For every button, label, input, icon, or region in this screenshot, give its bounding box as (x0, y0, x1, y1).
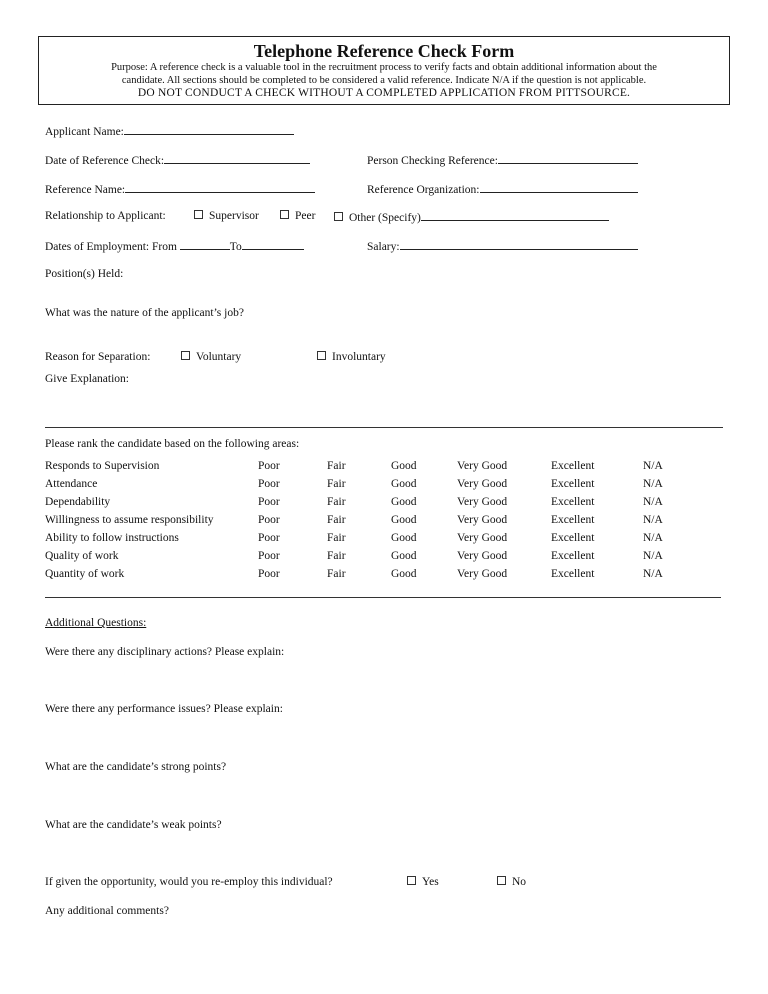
ranking-option[interactable]: Good (391, 478, 417, 490)
ranking-option[interactable]: Excellent (551, 478, 595, 490)
ranking-option[interactable]: Good (391, 496, 417, 508)
ranking-option[interactable]: Very Good (457, 496, 508, 508)
ranking-option[interactable]: Fair (327, 514, 346, 526)
ranking-option[interactable]: Poor (258, 550, 280, 562)
no-label: No (512, 876, 527, 888)
purpose-line-2: candidate. All sections should be completed to be considered a valid reference. Indicate N/A if the question is not applicable. (121, 75, 647, 86)
reference-org-field[interactable] (480, 181, 638, 193)
ranking-option[interactable]: Excellent (551, 532, 595, 544)
peer-label: Peer (295, 210, 316, 222)
divider-1 (45, 427, 723, 428)
ranking-option[interactable]: Good (391, 568, 417, 580)
form-header (38, 36, 730, 105)
relationship-supervisor-option[interactable] (194, 209, 259, 223)
reemploy-yes-option[interactable] (407, 875, 439, 889)
ranking-option[interactable]: Poor (258, 568, 280, 580)
ranking-criterion-label: Dependability (45, 496, 111, 508)
ranking-criterion-label: Willingness to assume responsibility (45, 514, 214, 526)
applicant-name-field[interactable] (124, 123, 294, 135)
ranking-criterion-label: Quality of work (45, 550, 119, 562)
ranking-option[interactable]: Excellent (551, 568, 595, 580)
salary-row (367, 238, 638, 254)
ranking-option[interactable]: N/A (643, 514, 663, 526)
ranking-option[interactable]: Poor (258, 514, 280, 526)
ranking-option[interactable]: Fair (327, 532, 346, 544)
divider-2 (45, 597, 721, 598)
voluntary-checkbox[interactable] (181, 351, 190, 360)
ranking-option[interactable]: Excellent (551, 496, 595, 508)
date-of-check-label: Date of Reference Check: (45, 155, 165, 167)
salary-label: Salary: (367, 241, 400, 253)
dates-employment-label: Dates of Employment: From (45, 241, 177, 253)
ranking-option[interactable]: Poor (258, 460, 280, 472)
date-of-check-row (45, 152, 310, 168)
ranking-option[interactable]: Excellent (551, 514, 595, 526)
ranking-option[interactable]: Very Good (457, 532, 508, 544)
ranking-option[interactable]: Good (391, 460, 417, 472)
ranking-option[interactable]: Very Good (457, 478, 508, 490)
person-checking-label: Person Checking Reference: (367, 155, 498, 167)
salary-field[interactable] (400, 238, 638, 250)
supervisor-checkbox[interactable] (194, 210, 203, 219)
ranking-option[interactable]: Fair (327, 550, 346, 562)
ranking-intro: Please rank the candidate based on the following areas: (45, 438, 300, 450)
ranking-option[interactable]: Fair (327, 478, 346, 490)
other-specify-field[interactable] (421, 209, 609, 221)
person-checking-row (367, 152, 638, 168)
person-checking-field[interactable] (498, 152, 638, 164)
purpose-line-1: Purpose: A reference check is a valuable tool in the recruitment process to verify facts and obtain additional information about the (111, 62, 657, 73)
give-explanation-label: Give Explanation: (45, 373, 129, 385)
yes-checkbox[interactable] (407, 876, 416, 885)
ranking-option[interactable]: Good (391, 532, 417, 544)
ranking-option[interactable]: Fair (327, 568, 346, 580)
ranking-option[interactable]: N/A (643, 478, 663, 490)
ranking-option[interactable]: Excellent (551, 460, 595, 472)
positions-held-label: Position(s) Held: (45, 268, 124, 280)
additional-comments-question: Any additional comments? (45, 905, 169, 917)
involuntary-label: Involuntary (332, 351, 386, 363)
ranking-option[interactable]: Very Good (457, 514, 508, 526)
reference-name-label: Reference Name: (45, 184, 126, 196)
reference-name-row (45, 181, 315, 197)
ranking-option[interactable]: Good (391, 514, 417, 526)
ranking-option[interactable]: N/A (643, 496, 663, 508)
ranking-criterion-label: Responds to Supervision (45, 460, 160, 472)
ranking-option[interactable]: Poor (258, 496, 280, 508)
reemploy-question: If given the opportunity, would you re-employ this individual? (45, 876, 333, 888)
involuntary-checkbox[interactable] (317, 351, 326, 360)
date-of-check-field[interactable] (164, 152, 310, 164)
to-label: To (229, 241, 242, 253)
performance-question: Were there any performance issues? Please explain: (45, 703, 283, 715)
reference-name-field[interactable] (125, 181, 315, 193)
ranking-option[interactable]: Fair (327, 460, 346, 472)
other-label: Other (Specify) (349, 212, 421, 224)
ranking-criterion-label: Attendance (45, 478, 98, 490)
ranking-option[interactable]: Poor (258, 478, 280, 490)
date-to-field[interactable] (242, 238, 304, 250)
yes-label: Yes (422, 876, 439, 888)
ranking-criterion-label: Ability to follow instructions (45, 532, 179, 544)
ranking-option[interactable]: Very Good (457, 460, 508, 472)
ranking-option[interactable]: N/A (643, 550, 663, 562)
ranking-option[interactable]: Very Good (457, 568, 508, 580)
applicant-name-row (45, 123, 294, 139)
ranking-criterion-label: Quantity of work (45, 568, 125, 580)
ranking-option[interactable]: N/A (643, 532, 663, 544)
involuntary-option[interactable] (317, 350, 386, 364)
ranking-option[interactable]: Excellent (551, 550, 595, 562)
voluntary-label: Voluntary (196, 351, 242, 363)
reason-separation-label: Reason for Separation: (45, 351, 151, 363)
ranking-option[interactable]: N/A (643, 568, 663, 580)
ranking-option[interactable]: Poor (258, 532, 280, 544)
voluntary-option[interactable] (181, 350, 241, 364)
other-checkbox[interactable] (334, 212, 343, 221)
disciplinary-question: Were there any disciplinary actions? Please explain: (45, 646, 285, 658)
strong-points-question: What are the candidate’s strong points? (45, 761, 227, 773)
ranking-option[interactable]: N/A (643, 460, 663, 472)
dates-employment-row (45, 238, 304, 254)
date-from-field[interactable] (180, 238, 230, 250)
reemploy-no-option[interactable] (497, 875, 526, 889)
supervisor-label: Supervisor (209, 210, 259, 222)
notice-text: DO NOT CONDUCT A CHECK WITHOUT A COMPLETED APPLICATION FROM PITTSOURCE. (137, 87, 631, 99)
reference-org-row (367, 181, 638, 197)
ranking-option[interactable]: Good (391, 550, 417, 562)
ranking-option[interactable]: Very Good (457, 550, 508, 562)
nature-of-job-question: What was the nature of the applicant’s job? (45, 307, 244, 319)
ranking-option[interactable]: Fair (327, 496, 346, 508)
relationship-other-option[interactable] (334, 209, 609, 225)
relationship-peer-option[interactable] (280, 209, 315, 223)
reference-org-label: Reference Organization: (367, 184, 480, 196)
applicant-name-label: Applicant Name: (45, 126, 124, 138)
additional-questions-heading: Additional Questions: (45, 617, 147, 629)
peer-checkbox[interactable] (280, 210, 289, 219)
form-title: Telephone Reference Check Form (253, 41, 515, 61)
weak-points-question: What are the candidate’s weak points? (45, 819, 222, 831)
relationship-label: Relationship to Applicant: (45, 210, 166, 222)
no-checkbox[interactable] (497, 876, 506, 885)
